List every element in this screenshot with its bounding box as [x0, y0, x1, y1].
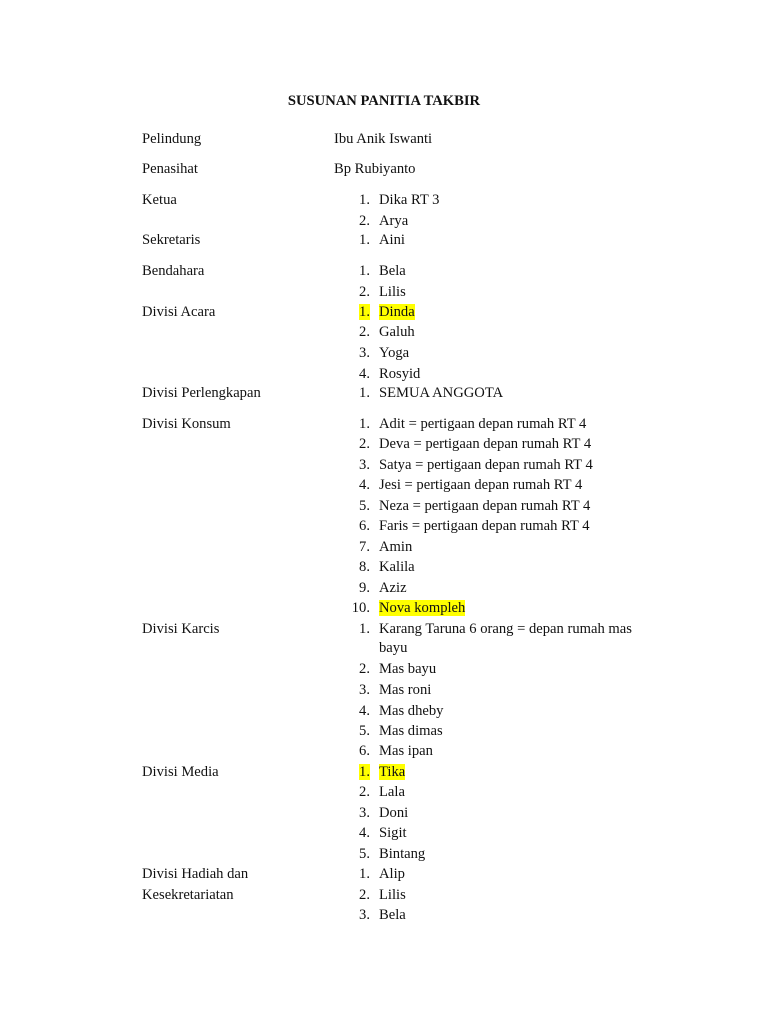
list-item: Lilis [379, 887, 406, 903]
value-pelindung: Ibu Anik Iswanti [334, 131, 433, 147]
list-item: Bintang [379, 846, 426, 862]
list-item: Kalila [379, 559, 415, 575]
list-item: Sigit [379, 825, 407, 841]
list-number: 3. [359, 457, 370, 473]
list-item-highlighted: Dinda [379, 304, 415, 320]
list-item: Neza = pertigaan depan rumah RT 4 [379, 498, 591, 514]
label-divisi-hadiah: Divisi Hadiah dan [142, 866, 249, 882]
list-item: Aini [379, 232, 405, 248]
list-item: Lilis [379, 284, 406, 300]
list-number: 3. [359, 805, 370, 821]
label-bendahara: Bendahara [142, 263, 205, 279]
list-item: Karang Taruna 6 orang = depan rumah mas [379, 621, 632, 637]
list-item: Yoga [379, 345, 410, 361]
list-item: Satya = pertigaan depan rumah RT 4 [379, 457, 593, 473]
list-number: 4. [359, 477, 370, 493]
list-number: 2. [359, 436, 370, 452]
list-item: Mas bayu [379, 661, 437, 677]
label-sekretaris: Sekretaris [142, 232, 201, 248]
list-number: 3. [359, 345, 370, 361]
list-item: Adit = pertigaan depan rumah RT 4 [379, 416, 587, 432]
list-item: Jesi = pertigaan depan rumah RT 4 [379, 477, 583, 493]
label-divisi-acara: Divisi Acara [142, 304, 216, 320]
list-number: 7. [359, 539, 370, 555]
label-divisi-media: Divisi Media [142, 764, 219, 780]
list-item: Mas dimas [379, 723, 443, 739]
list-number: 3. [359, 907, 370, 923]
list-number: 1. [359, 232, 370, 248]
list-item: Lala [379, 784, 405, 800]
list-item: Amin [379, 539, 413, 555]
list-item: Deva = pertigaan depan rumah RT 4 [379, 436, 592, 452]
list-item: Dika RT 3 [379, 192, 440, 208]
list-number: 2. [359, 284, 370, 300]
list-number: 1. [359, 192, 370, 208]
label-ketua: Ketua [142, 192, 177, 208]
list-item: Mas ipan [379, 743, 433, 759]
list-number: 8. [359, 559, 370, 575]
list-number-highlighted: 1. [359, 304, 370, 320]
list-number: 2. [359, 324, 370, 340]
list-item: Faris = pertigaan depan rumah RT 4 [379, 518, 590, 534]
label-divisi-konsum: Divisi Konsum [142, 416, 231, 432]
list-item: Bela [379, 263, 406, 279]
list-item: Alip [379, 866, 405, 882]
list-number: 10. [351, 600, 370, 616]
list-number: 3. [359, 682, 370, 698]
list-number-highlighted: 1. [359, 764, 370, 780]
list-item: Aziz [379, 580, 407, 596]
list-item: Mas dheby [379, 703, 444, 719]
list-item: Rosyid [379, 366, 421, 382]
list-number: 5. [359, 723, 370, 739]
list-number: 2. [359, 784, 370, 800]
list-number: 6. [359, 518, 370, 534]
list-item: Arya [379, 213, 409, 229]
list-number: 2. [359, 887, 370, 903]
page-title: SUSUNAN PANITIA TAKBIR [287, 93, 481, 109]
list-number: 5. [359, 846, 370, 862]
list-item: Doni [379, 805, 409, 821]
list-number: 5. [359, 498, 370, 514]
list-number: 1. [359, 866, 370, 882]
list-item: Bela [379, 907, 406, 923]
list-number: 4. [359, 366, 370, 382]
list-number: 1. [359, 621, 370, 637]
list-number: 1. [359, 385, 370, 401]
label-penasihat: Penasihat [142, 161, 198, 177]
label-pelindung: Pelindung [142, 131, 202, 147]
list-number: 6. [359, 743, 370, 759]
label-divisi-karcis: Divisi Karcis [142, 621, 220, 637]
list-item: Mas roni [379, 682, 432, 698]
list-item-continuation: bayu [379, 640, 408, 656]
value-penasihat: Bp Rubiyanto [334, 161, 416, 177]
list-number: 2. [359, 661, 370, 677]
list-item: Galuh [379, 324, 415, 340]
list-item-highlighted: Nova kompleh [379, 600, 466, 616]
list-number: 4. [359, 703, 370, 719]
list-number: 4. [359, 825, 370, 841]
list-number: 1. [359, 416, 370, 432]
list-number: 2. [359, 213, 370, 229]
list-item-highlighted: Tika [379, 764, 406, 780]
list-number: 9. [359, 580, 370, 596]
list-item: SEMUA ANGGOTA [379, 385, 504, 401]
label-divisi-hadiah-line2: Kesekretariatan [142, 887, 234, 903]
label-divisi-perlengkapan: Divisi Perlengkapan [142, 385, 261, 401]
list-number: 1. [359, 263, 370, 279]
